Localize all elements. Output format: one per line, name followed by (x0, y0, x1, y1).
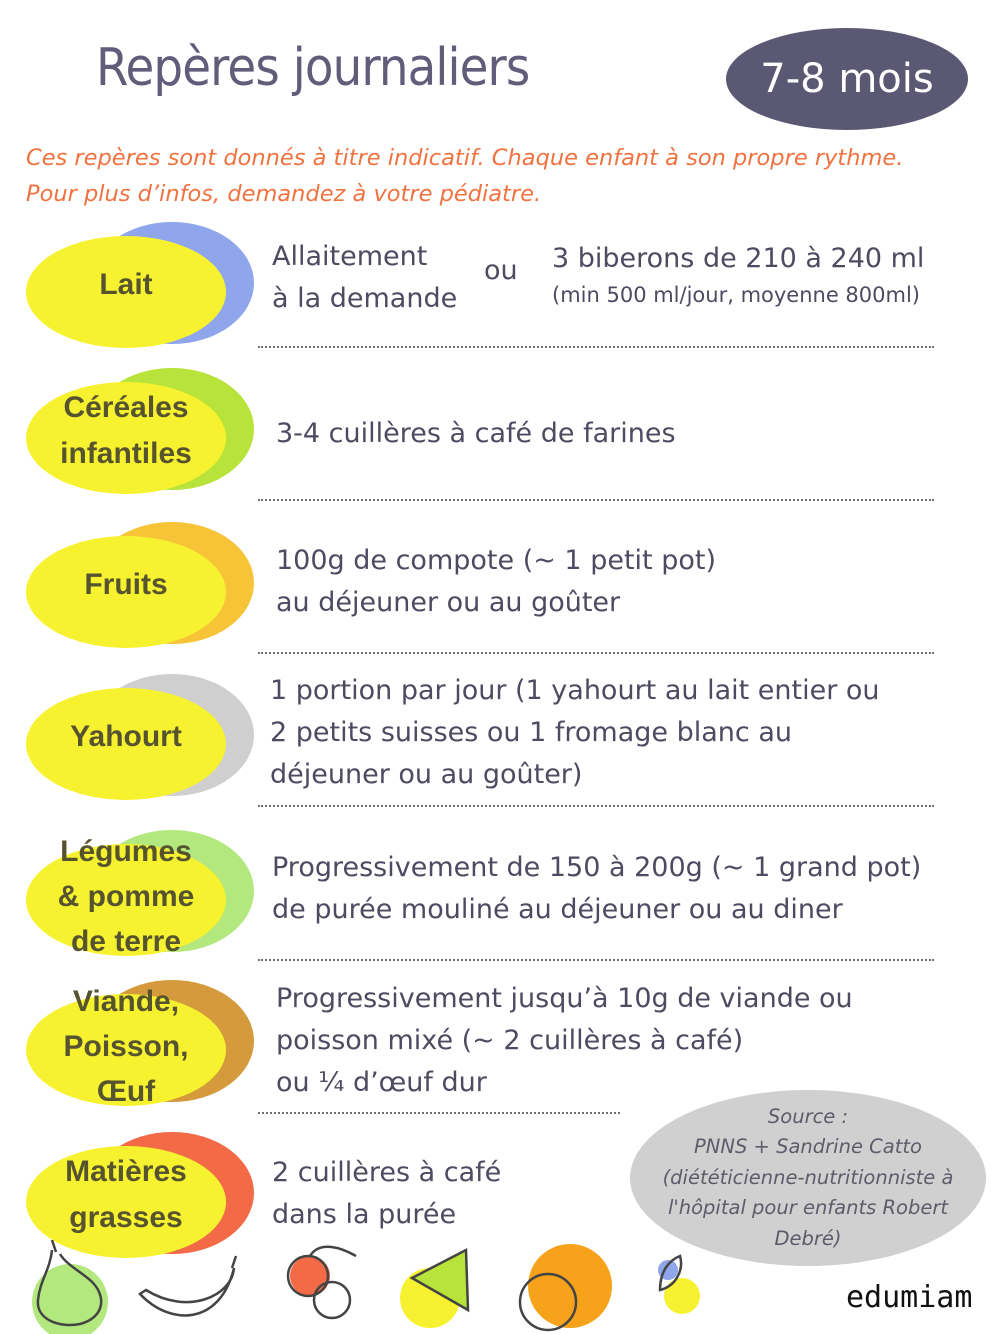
row-separator (258, 805, 934, 807)
or-word: ou (484, 255, 518, 286)
viande-text (276, 978, 853, 1104)
source-line: PNNS + Sandrine Catto (694, 1135, 922, 1159)
desc-line: 3 biberons de 210 à 240 ml (552, 243, 925, 274)
lait-bottles (552, 238, 924, 310)
yahourt-text (270, 670, 880, 796)
food-label-fruits (18, 522, 258, 648)
food-label-lait (18, 222, 258, 348)
desc-line: de purée mouliné au déjeuner ou au diner (272, 894, 843, 925)
desc-line: Progressivement de 150 à 200g (~ 1 grand pot) (272, 852, 922, 883)
desc-line: 2 cuillères à café (272, 1157, 502, 1188)
pear-icon (32, 1240, 108, 1334)
desc-line: ou ¼ d’œuf dur (276, 1067, 487, 1098)
leaf-icon (658, 1256, 700, 1314)
intro-note (26, 140, 903, 212)
food-label-cereales (18, 368, 258, 494)
row-separator (258, 499, 934, 501)
label-line: Matières (65, 1155, 187, 1188)
label-text (18, 980, 234, 1112)
source-line: Source : (767, 1104, 849, 1128)
label-line: & pomme (57, 879, 195, 913)
label-text (18, 522, 234, 648)
banana-icon (140, 1256, 236, 1315)
matieres-text (272, 1152, 501, 1236)
intro-line: Ces repères sont donnés à titre indicatif. Chaque enfant à son propre rythme. (26, 145, 904, 171)
label-text (18, 222, 234, 348)
label-line: Céréales (63, 391, 189, 424)
food-label-legumes (18, 830, 258, 962)
row-separator (258, 652, 934, 654)
label-line: Viande, (72, 984, 180, 1018)
source-line: l'hôpital pour enfants Robert (667, 1196, 948, 1220)
label-line: Fruits (84, 568, 168, 601)
source-line: (diététicienne-nutritionniste à (662, 1165, 954, 1189)
label-text (18, 674, 234, 800)
brand-logo: edumiam (846, 1280, 973, 1315)
desc-note: (min 500 ml/jour, moyenne 800ml) (552, 283, 921, 307)
desc-line: au déjeuner ou au goûter (276, 587, 621, 618)
label-line: infantiles (60, 437, 192, 470)
row-separator (258, 1112, 620, 1114)
food-label-yahourt (18, 674, 258, 800)
desc-line: Allaitement (272, 241, 428, 272)
desc-line: poisson mixé (~ 2 cuillères à café) (276, 1025, 744, 1056)
fruits-text (276, 540, 716, 624)
label-line: Lait (99, 268, 153, 301)
label-text (18, 830, 234, 962)
desc-line: 2 petits suisses ou 1 fromage blanc au (270, 717, 792, 748)
page-title: Repères journaliers (96, 38, 530, 98)
desc-line: Progressivement jusqu’à 10g de viande ou (276, 983, 853, 1014)
fruit-decorations (20, 1240, 720, 1334)
cereales-text (276, 413, 676, 455)
desc-line: déjeuner ou au goûter) (270, 759, 583, 790)
label-line: Œuf (96, 1074, 156, 1108)
desc-line: 3-4 cuillères à café de farines (276, 418, 676, 449)
label-line: Légumes (60, 834, 192, 868)
label-line: grasses (69, 1201, 183, 1234)
label-text (18, 368, 234, 494)
label-line: Yahourt (70, 720, 182, 753)
legumes-text (272, 847, 921, 931)
desc-line: 1 portion par jour (1 yahourt au lait entier ou (270, 675, 880, 706)
age-badge (726, 28, 968, 130)
age-badge-text: 7-8 mois (760, 56, 934, 102)
orange-icon (520, 1244, 612, 1330)
desc-line: 100g de compote (~ 1 petit pot) (276, 545, 716, 576)
desc-line: dans la purée (272, 1199, 457, 1230)
cherry-icon (288, 1247, 356, 1318)
lait-breastfeeding (272, 236, 457, 320)
label-line: Poisson, (63, 1029, 189, 1063)
row-separator (258, 959, 934, 961)
row-separator (258, 346, 934, 348)
food-label-viande (18, 980, 258, 1112)
apple-slice-icon (400, 1250, 468, 1328)
source-line: Debré) (774, 1226, 842, 1250)
label-line: de terre (70, 924, 182, 958)
desc-line: à la demande (272, 283, 458, 314)
intro-line: Pour plus d’infos, demandez à votre pédiatre. (26, 181, 542, 207)
